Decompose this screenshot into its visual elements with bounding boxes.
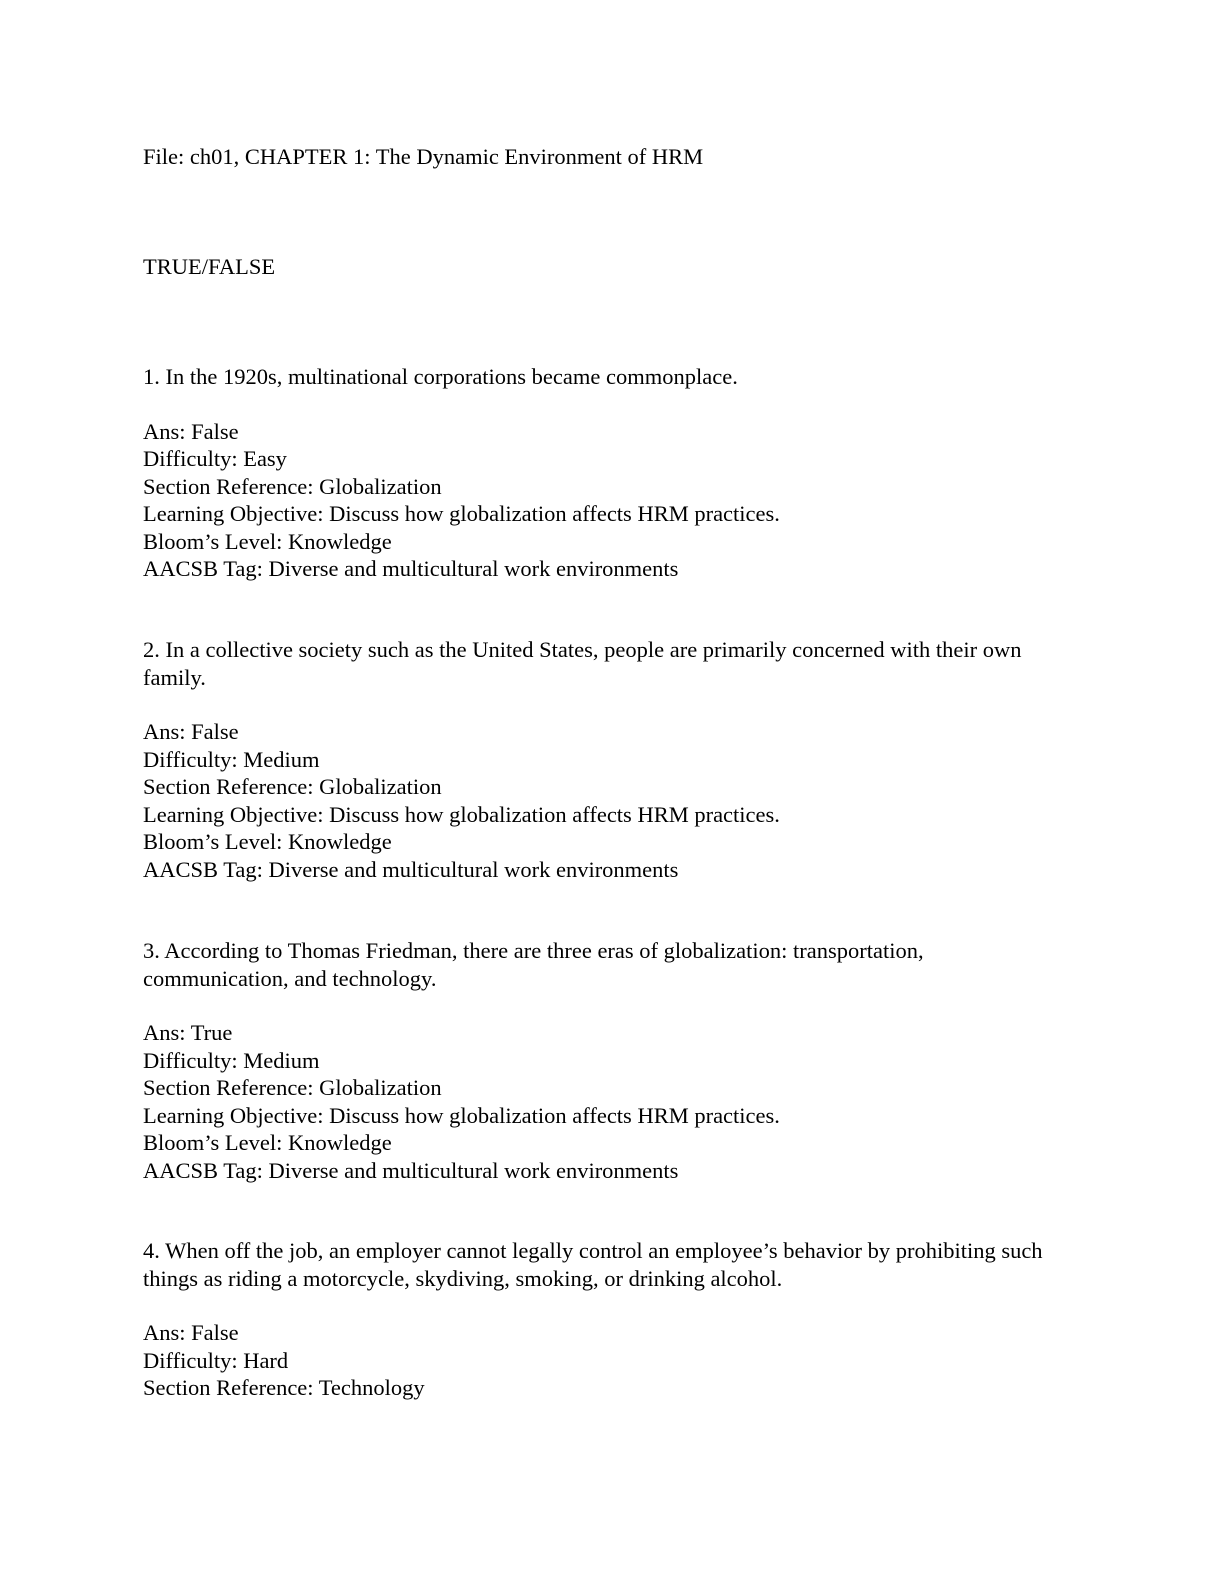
question-4 bbox=[143, 1237, 1073, 1402]
section-reference: Section Reference: Technology bbox=[143, 1375, 425, 1400]
section-reference: Section Reference: Globalization bbox=[143, 473, 442, 499]
question-metadata bbox=[143, 1319, 1073, 1402]
difficulty: Difficulty: Hard bbox=[143, 1347, 289, 1373]
aacsb-tag: AACSB Tag: Diverse and multicultural work environments bbox=[143, 1157, 679, 1183]
difficulty: Difficulty: Medium bbox=[143, 1047, 320, 1073]
section-heading: TRUE/FALSE bbox=[143, 254, 276, 279]
question-text: 4. When off the job, an employer cannot legally control an employee’s behavior by prohibiting such things as riding a motorcycle, skydiving, smoking, or drinking alcohol. bbox=[143, 1238, 1043, 1291]
difficulty: Difficulty: Easy bbox=[143, 446, 287, 471]
aacsb-tag: AACSB Tag: Diverse and multicultural work environments bbox=[143, 856, 679, 882]
question-text: 1. In the 1920s, multinational corporations became commonplace. bbox=[143, 364, 738, 389]
learning-objective: Learning Objective: Discuss how globalization affects HRM practices. bbox=[143, 801, 780, 827]
question-text: 2. In a collective society such as the United States, people are primarily concerned with their own family. bbox=[143, 637, 1022, 690]
blooms-level: Bloom’s Level: Knowledge bbox=[143, 528, 392, 554]
answer: Ans: False bbox=[143, 418, 239, 444]
learning-objective: Learning Objective: Discuss how globalization affects HRM practices. bbox=[143, 501, 780, 526]
question-metadata bbox=[143, 1019, 1073, 1184]
file-title: File: ch01, CHAPTER 1: The Dynamic Environment of HRM bbox=[143, 144, 704, 169]
aacsb-tag: AACSB Tag: Diverse and multicultural work environments bbox=[143, 556, 679, 581]
learning-objective: Learning Objective: Discuss how globalization affects HRM practices. bbox=[143, 1102, 780, 1128]
answer: Ans: False bbox=[143, 1320, 239, 1345]
difficulty: Difficulty: Medium bbox=[143, 746, 320, 772]
answer: Ans: True bbox=[143, 1020, 233, 1045]
question-3 bbox=[143, 937, 1073, 1184]
section-reference: Section Reference: Globalization bbox=[143, 1075, 442, 1100]
blooms-level: Bloom’s Level: Knowledge bbox=[143, 1130, 392, 1155]
section-reference: Section Reference: Globalization bbox=[143, 774, 442, 799]
question-metadata bbox=[143, 418, 1073, 583]
question-1 bbox=[143, 363, 1073, 583]
question-2 bbox=[143, 636, 1073, 883]
blooms-level: Bloom’s Level: Knowledge bbox=[143, 829, 392, 854]
question-text: 3. According to Thomas Friedman, there are three eras of globalization: transportation, communication, and technology. bbox=[143, 938, 924, 991]
question-metadata bbox=[143, 718, 1073, 883]
answer: Ans: False bbox=[143, 719, 239, 744]
